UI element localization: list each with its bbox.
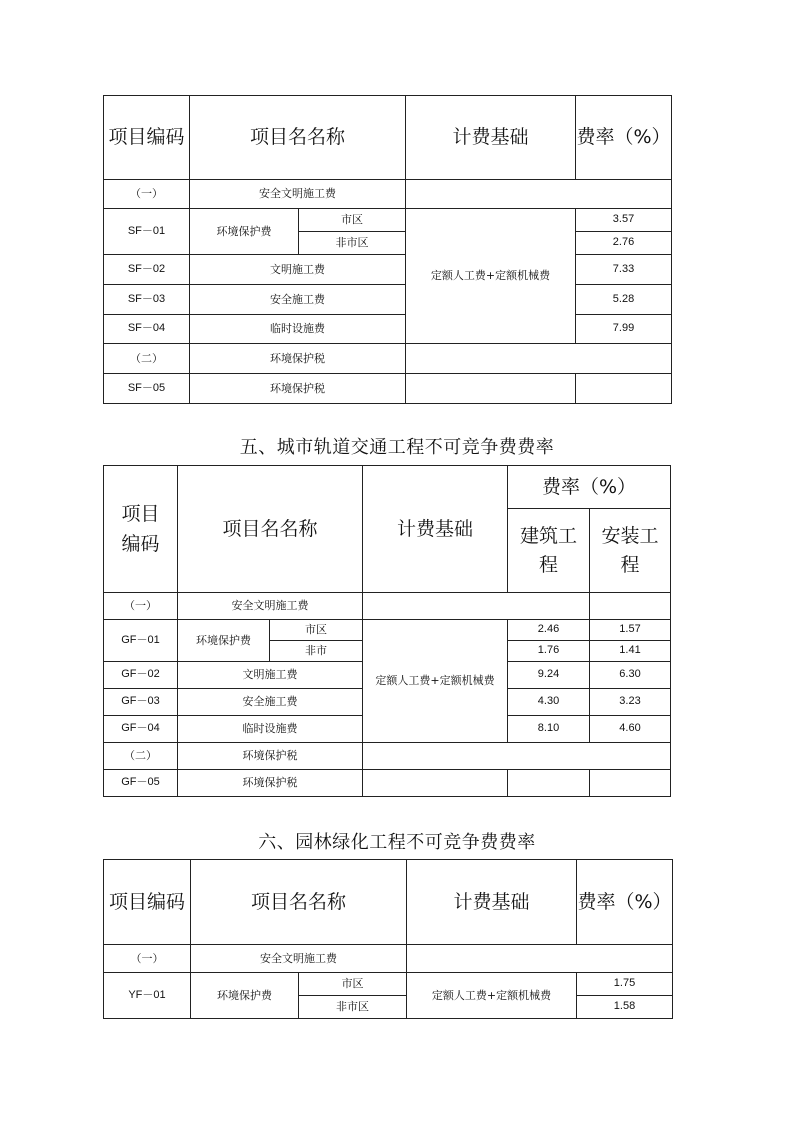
section-title-landscaping: 六、园林绿化工程不可竞争费费率 [258,832,536,853]
item-code: YF－01 [104,973,191,1019]
rate-build-value: 4.30 [508,689,590,716]
rate-value: 7.33 [576,255,672,285]
fee-basis: 定额人工费+定额机械费 [406,209,576,344]
header-rate: 费率（%） [577,860,673,945]
header-name: 项目名名称 [190,96,406,180]
header-rate-install: 安装工程 [590,509,671,593]
sub-item: 市区 [299,973,407,996]
rate-build-value: 2.46 [508,620,590,641]
empty-cell [590,770,671,797]
header-rate: 费率（%） [576,96,672,180]
header-rate-build: 建筑工程 [508,509,590,593]
section-name: 环境保护税 [190,344,406,374]
empty-cell [407,945,673,973]
empty-cell [508,770,590,797]
header-code: 项目编码 [104,860,191,945]
empty-cell [363,743,671,770]
rate-value: 1.58 [577,996,673,1019]
section-code: （二） [104,344,190,374]
rate-value: 7.99 [576,315,672,344]
sub-item: 非市区 [299,996,407,1019]
fee-basis: 定额人工费+定额机械费 [363,620,508,743]
item-code: GF－03 [104,689,178,716]
sub-item: 市区 [299,209,406,232]
rate-install-value: 1.57 [590,620,671,641]
rate-value: 1.75 [577,973,673,996]
empty-cell [363,593,590,620]
item-name: 文明施工费 [178,662,363,689]
item-code: GF－04 [104,716,178,743]
fee-rate-table-1 [103,95,672,404]
item-code: SF－02 [104,255,190,285]
item-name: 环境保护费 [190,209,299,255]
item-name: 环境保护费 [191,973,299,1019]
item-code: SF－01 [104,209,190,255]
item-name: 安全施工费 [178,689,363,716]
section-name: 安全文明施工费 [191,945,407,973]
rate-install-value: 1.41 [590,641,671,662]
sub-item: 市区 [270,620,363,641]
item-name: 安全施工费 [190,285,406,315]
rate-build-value: 8.10 [508,716,590,743]
section-code: （一） [104,945,191,973]
fee-basis: 定额人工费+定额机械费 [407,973,577,1019]
section-code: （二） [104,743,178,770]
item-code: SF－03 [104,285,190,315]
section-code: （一） [104,180,190,209]
sub-item: 非市 [270,641,363,662]
rate-install-value: 3.23 [590,689,671,716]
rate-install-value: 6.30 [590,662,671,689]
header-basis: 计费基础 [407,860,577,945]
section-name: 环境保护税 [178,743,363,770]
empty-cell [576,374,672,404]
item-code: GF－05 [104,770,178,797]
item-name: 环境保护税 [190,374,406,404]
fee-rate-table-3 [103,859,673,1019]
section-name: 安全文明施工费 [178,593,363,620]
rate-value: 3.57 [576,209,672,232]
item-code: SF－05 [104,374,190,404]
header-name: 项目名名称 [178,466,363,593]
item-code: GF－01 [104,620,178,662]
header-rate: 费率（%） [508,466,671,509]
rate-value: 2.76 [576,232,672,255]
section-title-rail-transit: 五、城市轨道交通工程不可竞争费费率 [239,437,555,458]
rate-build-value: 1.76 [508,641,590,662]
sub-item: 非市区 [299,232,406,255]
item-name: 文明施工费 [190,255,406,285]
rate-value: 5.28 [576,285,672,315]
item-name: 临时设施费 [178,716,363,743]
header-basis: 计费基础 [406,96,576,180]
item-name: 临时设施费 [190,315,406,344]
fee-rate-table-2 [103,465,671,797]
section-code: （一） [104,593,178,620]
header-basis: 计费基础 [363,466,508,593]
section-name: 安全文明施工费 [190,180,406,209]
item-code: SF－04 [104,315,190,344]
empty-cell [406,180,672,209]
empty-cell [363,770,508,797]
header-code: 项目编码 [104,96,190,180]
item-code: GF－02 [104,662,178,689]
empty-cell [406,344,672,374]
empty-cell [590,593,671,620]
header-code: 项目编码 [104,466,178,593]
empty-cell [406,374,576,404]
item-name: 环境保护费 [178,620,270,662]
header-name: 项目名名称 [191,860,407,945]
item-name: 环境保护税 [178,770,363,797]
rate-install-value: 4.60 [590,716,671,743]
rate-build-value: 9.24 [508,662,590,689]
